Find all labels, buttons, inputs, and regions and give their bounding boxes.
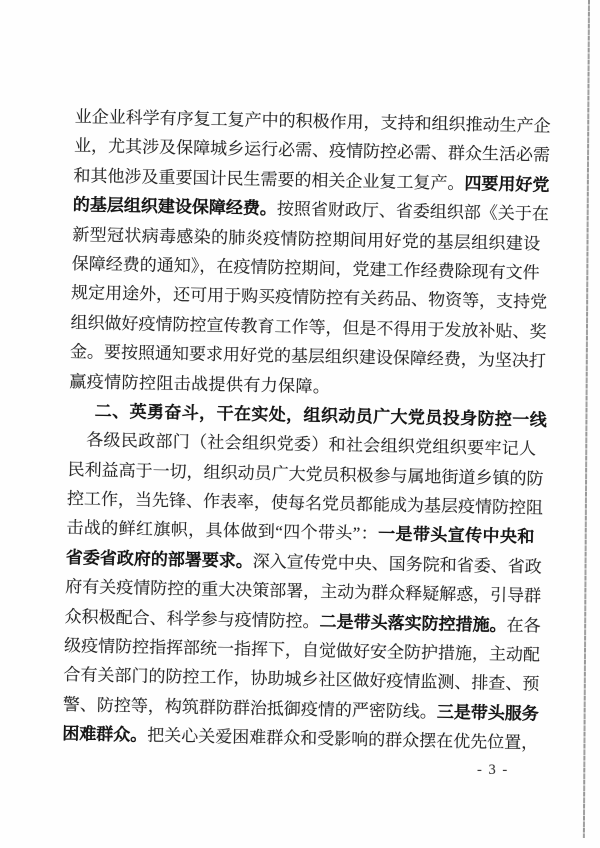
text-run: 在各 bbox=[506, 615, 541, 636]
text-run: 级疫情防控指挥部统一指挥下，自觉做好安全防护措施，主动配 bbox=[63, 636, 541, 665]
text-run: 府有关疫情防控的重大决策部署，主动为群众释疑解惑，引导群 bbox=[65, 577, 542, 606]
bold-run: 三是带头服务 bbox=[436, 702, 539, 724]
bold-run: 二是带头落实防控措施。 bbox=[319, 611, 507, 635]
text-run: 民利益高于一切，组织动员广大党员积极参与属地街道乡镇的防 bbox=[67, 459, 544, 489]
text-run: 规定用途外，还可用于购买疫情防控有关药品、物资等，支持党 bbox=[70, 283, 548, 312]
bold-run: 困难群众。 bbox=[62, 724, 148, 745]
bold-run: 的基层组织建设保障经费。 bbox=[72, 195, 278, 219]
text-run: 业企业科学有序复工复产中的积极作用，支持和组织推动生产企 bbox=[74, 107, 551, 136]
text-run: 深入宣传党中央、国务院和省委、省政 bbox=[252, 551, 542, 577]
bold-run: 一是带头宣传中央和 bbox=[377, 524, 535, 547]
text-run: 组织做好疫情防控宣传教育工作等，但是不得用于发放补贴、奖 bbox=[70, 312, 547, 342]
text-run: 按照省财政厅、省委组织部《关于在 bbox=[276, 199, 550, 224]
scan-edge-artifact bbox=[583, 0, 590, 838]
text-run: 保障经费的通知》，在疫情防控期间，党建工作经费除现有文件 bbox=[71, 254, 540, 283]
text-run: 合有关部门的防控工作，协助城乡社区做好疫情监测、排查、预 bbox=[63, 665, 540, 694]
text-run: 和其他涉及重要国计民生需要的相关企业复工复产。 bbox=[73, 165, 465, 193]
text-run: 把关心关爱困难群众和受影响的群众摆在优先位置， bbox=[147, 725, 539, 753]
text-run: 众积极配合、科学参与疫情防控。 bbox=[64, 606, 320, 631]
text-run: 业，尤其涉及保障城乡运行必需、疫情防控必需、群众生活必需 bbox=[73, 136, 551, 166]
bold-run: 二、英勇奋斗，干在实处，组织动员广大党员投身防控一线 bbox=[94, 401, 548, 430]
text-run: 击战的鲜红旗帜，具体做到“四个带头”： bbox=[66, 518, 379, 544]
text-run: 控工作，当先锋、作表率，使每名党员都能成为基层疫情防控阻 bbox=[66, 489, 544, 518]
page-number: - 3 - bbox=[477, 762, 509, 778]
document-text bbox=[62, 102, 551, 758]
bold-run: 省委省政府的部署要求。 bbox=[65, 547, 253, 571]
text-run: 金。要按照通知要求用好党的基层组织建设保障经费，为坚决打 bbox=[69, 342, 547, 371]
text-run: 警、防控等，构筑群防群治抵御疫情的严密防线。 bbox=[62, 694, 438, 722]
text-run: 各级民政部门（社会组织党委）和社会组织党组织要牢记人 bbox=[86, 430, 537, 459]
text-run: 赢疫情防控阻击战提供有力保障。 bbox=[69, 371, 331, 396]
text-run: 新型冠状病毒感染的肺炎疫情防控期间用好党的基层组织建设 bbox=[72, 224, 541, 254]
bold-run: 四要用好党 bbox=[464, 173, 550, 195]
